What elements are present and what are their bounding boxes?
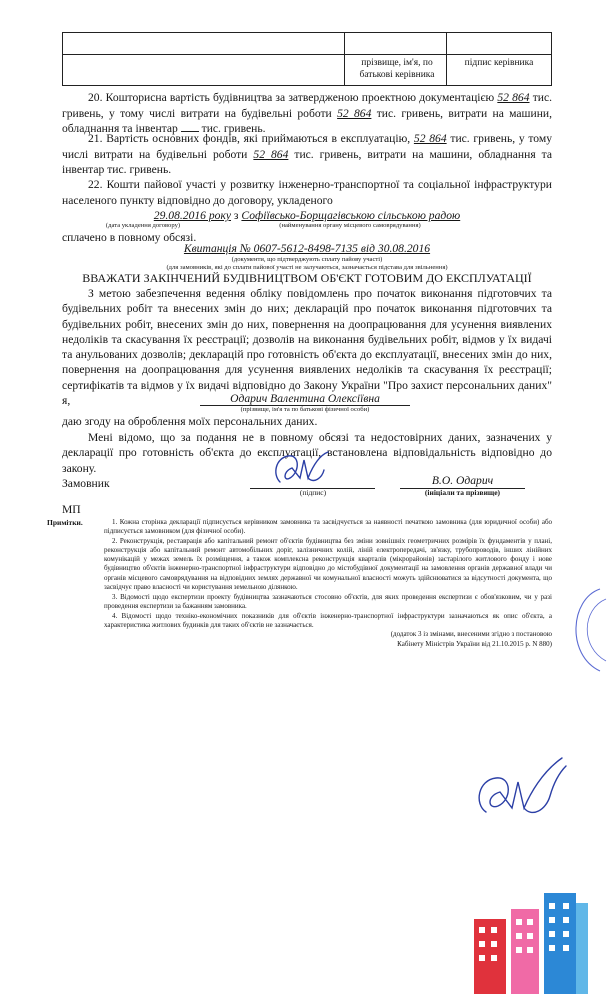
notes-footer-2: Кабінету Міністрів України від 21.10.2015 р. N 880) xyxy=(397,640,552,648)
seal-place: МП xyxy=(62,503,81,516)
caption-person: (прізвище, ім'я та по батькові фізичної особи) xyxy=(240,406,370,413)
caption-receipt-1: (документи, що підтверджують сплату пайову участі) xyxy=(231,256,383,263)
liability-text: Мені відомо, що за подання не в повному обсязі та недостовірних даних, зазначених у декларації про готовність об'єкта до експлуатації, встановлена відповідальність відповідно до закону. xyxy=(62,431,552,475)
notes-footer-1: (додаток 3 із змінами, внесеними згідно з постановою xyxy=(390,630,552,638)
caption-authority: (найменування органу місцевого самоврядування) xyxy=(279,222,421,229)
table-header-name: прізвище, ім'я, по батькові керівника xyxy=(359,58,435,80)
local-authority: Софіївсько-Борщагівською сільською радою xyxy=(241,209,461,222)
table-fragment xyxy=(62,32,552,86)
signer-initials: В.О. Одарич xyxy=(431,474,494,487)
item-22: 22. Кошти пайової участі у розвитку інженерно-транспортної та соціальної інфраструктури населеного пункту відповідно до договору, укладеного xyxy=(62,178,552,207)
item-20-construction: 52 864 xyxy=(337,106,372,120)
consenting-person: Одарич Валентина Олексіївна xyxy=(230,392,380,405)
item-21-total: 52 864 xyxy=(413,132,447,145)
svg-text:...: ... xyxy=(574,609,582,616)
note-1: 1. Кожна сторінка декларації підписується керівником замовника та засвідчується за наявності печаткою замовника (для юридичної особи) або підписується замовником (для фізичної особи). xyxy=(104,518,552,536)
note-2: 2. Реконструкція, реставрація або капітальний ремонт об'єктів будівництва без зміни зовнішніх геометричних розмірів їх фундаментів у плані, реконструкція або капітальний ремонт автомобільних доріг, залізничних колій, ліній електропередачі, зв'язку, трубопроводів, інших лінійних комунікацій у межах земель їх розміщення, а також комплексна реконструкція кварталів (мікрорайонів) застарілого житлового фонду і нове будівництво об'єктів інженерно-транспортної інфраструктури відповідно до містобудівної документації на замовлення органів державної влади чи органів місцевого самоврядування на відповідних землях державної чи комунальної власності можуть здійснюватися за відсутності документа, що засвідчує право власності чи користування земельною ділянкою. xyxy=(104,537,552,591)
note-3: 3. Відомості щодо експертизи проекту будівництва зазначаються стосовно об'єктів, для яких проведення експертизи є обов'язковим, чи у разі проведення експертизи за бажанням замовника. xyxy=(104,592,552,610)
handwritten-signature-bottom xyxy=(470,752,580,830)
consent-text: З метою забезпечення ведення обліку повідомлень про початок виконання підготовчих та будівельних робіт та внесених змін до них; декларацій про початок виконання підготовчих та будівельних робіт, внесених змін до них, повернення на доопрацювання для усунення виявлених недоліків та скасування їх реєстрації; дозволів на виконання будівельних робіт, відмов у їх видачі та анульованих дозволів; декларацій про готовність об'єкта до експлуатації, внесених змін до них, повернення на доопрацювання для усунення виявлених недоліків та скасування їх реєстрації; сертифікатів та відмов у їх видачі відповідно до Закону України "Про захист персональних даних" я, xyxy=(62,287,552,408)
decision-heading: ВВАЖАТИ ЗАКІНЧЕНИЙ БУДІВНИЦТВОМ ОБ'ЄКТ ГОТОВИМ ДО ЕКСПЛУАТАЦІЇ xyxy=(82,271,532,285)
receipt: Квитанція № 0607-5612-8498-7135 від 30.08.2016 xyxy=(183,242,431,255)
handwritten-signature xyxy=(270,448,340,492)
customer-label: Замовник xyxy=(62,477,110,490)
stamp-fragment xyxy=(560,585,607,675)
table-header-sign: підпис керівника xyxy=(464,58,534,68)
caption-signature: (підпис) xyxy=(299,488,327,497)
paid-status: сплачено в повному обсязі. xyxy=(62,231,197,244)
item-20: 20. Кошторисна вартість будівництва за затвердженою проектною документацією 52 864 тис. гривень, у тому числі витрати на будівельні роботи 52 864 тис. гривень, витрати на машини, обладнання та інвентар тис. гривень. xyxy=(62,91,553,136)
note-4: 4. Відомості щодо техніко-економічних показників для об'єктів інженерно-транспортної інфраструктури зазначаються як опис об'єкта, а характеристика житлових будинків для таких об'єктів не зазначається. xyxy=(104,611,552,630)
item-21: 21. Вартість основних фондів, які приймаються в експлуатацію, 52 864 тис. гривень, у тому числі витрати на будівельні роботи 52 864 тис. гривень, витрати на машини, обладнання та інвентар тис. гривень. xyxy=(62,132,553,177)
contract-line: 29.08.2016 року з Софіївсько-Борщагівською сільською радою xyxy=(153,209,461,222)
consent-end: даю згоду на оброблення моїх персональних даних. xyxy=(62,415,318,428)
building-logo xyxy=(469,889,591,994)
notes-label: Примітки. xyxy=(47,518,83,527)
caption-initials: (ініціали та прізвище) xyxy=(424,488,501,497)
contract-date: 29.08.2016 року xyxy=(153,209,232,222)
item-20-total: 52 864 xyxy=(497,91,530,104)
item-21-construction: 52 864 xyxy=(253,147,289,161)
notes-list xyxy=(104,518,552,631)
caption-receipt-2: (для замовників, які до сплати пайової участі не залучаються, зазначається підстава для звільнення) xyxy=(166,264,448,271)
caption-contract-date: (дата укладення договору) xyxy=(105,222,181,229)
